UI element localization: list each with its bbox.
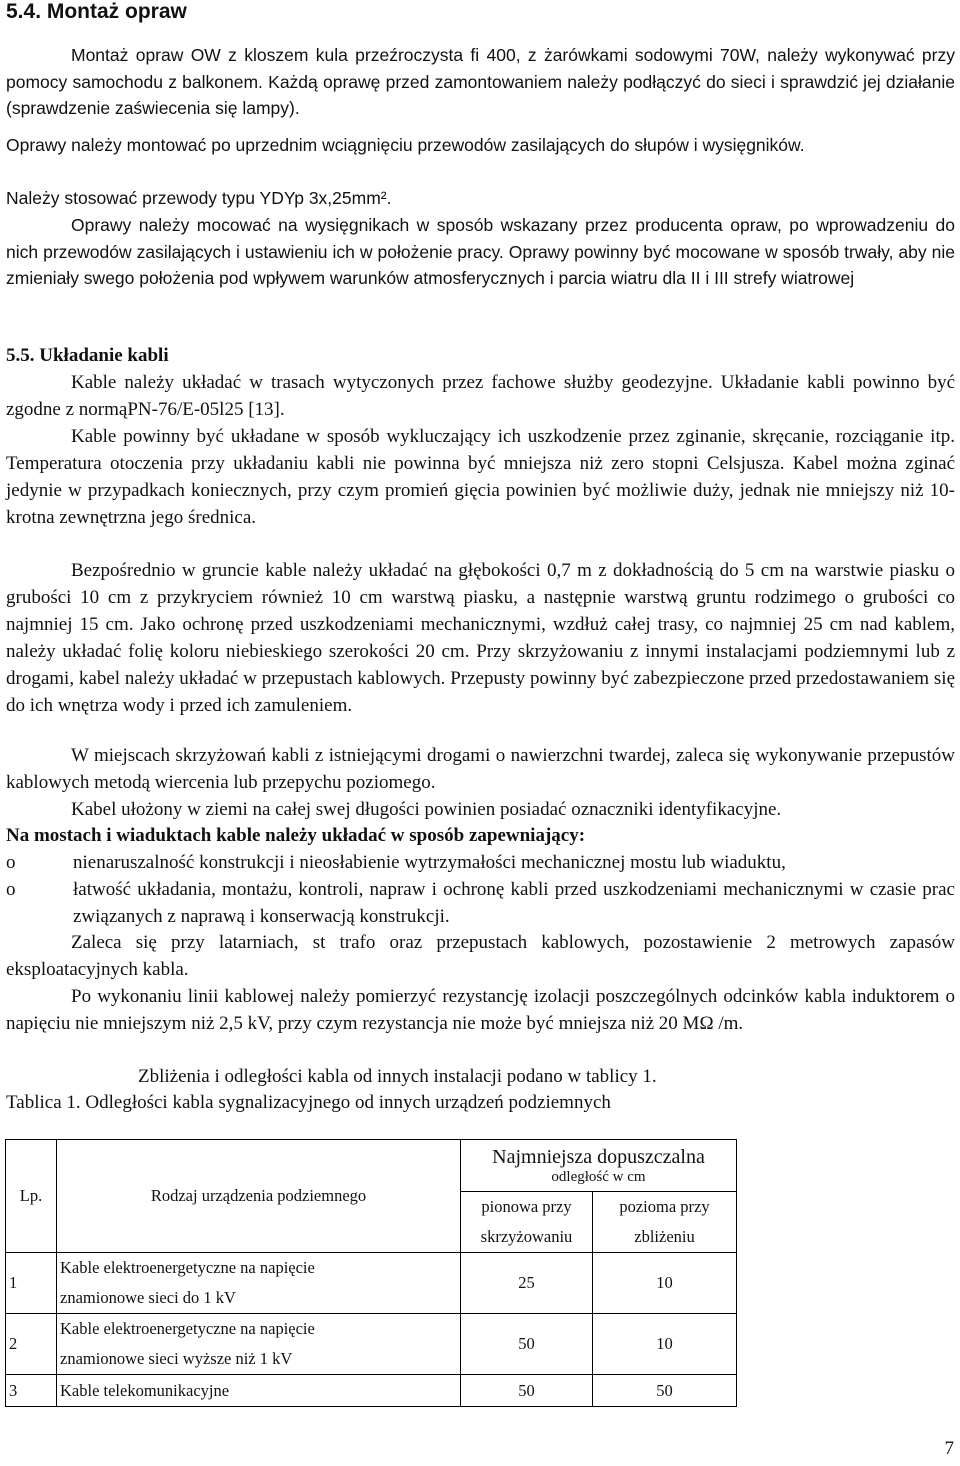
section-title-montaz: 5.4. Montaż opraw [6, 0, 187, 23]
row-horizontal: 10 [593, 1253, 737, 1314]
list-item [0, 849, 960, 876]
table-header-row [6, 1140, 737, 1192]
header-horizontal-line-2: zbliżeniu [634, 1227, 695, 1246]
row-device: Kable telekomunikacyjne [57, 1375, 461, 1407]
header-vertical-line-2: skrzyżowaniu [480, 1227, 573, 1246]
list-item [0, 876, 960, 930]
row-lp: 3 [6, 1375, 57, 1407]
row-device-line-2: znamionowe sieci do 1 kV [60, 1288, 236, 1307]
header-min-distance [461, 1140, 737, 1192]
bullet-text: łatwość układania, montażu, kontroli, napraw i ochronę kabli przed uszkodzeniami mechanicznymi w czasie prac związanych z naprawą i konserwacją konstrukcji. [73, 879, 955, 927]
row-vertical: 50 [461, 1314, 593, 1375]
row-lp: 2 [6, 1314, 57, 1375]
row-horizontal: 50 [593, 1375, 737, 1407]
row-device-line-1: Kable elektroenergetyczne na napięcie [60, 1319, 315, 1338]
header-vertical-line-1: pionowa przy [481, 1197, 572, 1216]
table-caption: Tablica 1. Odległości kabla sygnalizacyjnego od innych urządzeń podziemnych [6, 1092, 611, 1113]
ukladanie-paragraph-5: Kabel ułożony w ziemi na całej swej długości powinien posiadać oznaczniki identyfikacyjne. [71, 799, 782, 820]
row-device-line-1: Kable elektroenergetyczne na napięcie [60, 1258, 315, 1277]
distance-table [5, 1139, 737, 1407]
row-device [57, 1314, 461, 1375]
ukladanie-paragraph-1: Kable należy układać w trasach wytyczonych przez fachowe służby geodezyjne. Układanie kabli powinno być zgodne z normąPN-76/E-05l25 [13]. [6, 372, 955, 420]
ukladanie-paragraph-4: W miejscach skrzyżowań kabli z istniejącymi drogami o nawierzchni twardej, zaleca się wykonywanie przepustów kablowych metodą wiercenia lub przepychu poziomego. [6, 745, 955, 793]
row-vertical: 25 [461, 1253, 593, 1314]
montaz-paragraph-2: Oprawy należy montować po uprzednim wciągnięciu przewodów zasilających do słupów i wysięgników. [6, 135, 805, 155]
header-device: Rodzaj urządzenia podziemnego [57, 1140, 461, 1253]
ukladanie-paragraph-8: Zbliżenia i odległości kabla od innych instalacji podano w tablicy 1. [138, 1066, 657, 1087]
montaz-paragraph-1: Montaż opraw OW z kloszem kula przeźroczysta fi 400, z żarówkami sodowymi 70W, należy wykonywać przy pomocy samochodu z balkonem. Każdą oprawę przed zamontowaniem należy podłączyć do sieci i sprawdzić jej działanie (sprawdzenie zaświecenia się lampy). [6, 45, 955, 118]
bullet-text: nienaruszalność konstrukcji i nieosłabienie wytrzymałości mechanicznej mostu lub wiaduktu, [73, 852, 786, 873]
ukladanie-paragraph-6: Zaleca się przy latarniach, st trafo oraz przepustach kablowych, pozostawienie 2 metrowych zapasów eksploatacyjnych kabla. [6, 932, 955, 980]
row-lp: 1 [6, 1253, 57, 1314]
header-min-distance-title: Najmniejsza dopuszczalna [492, 1145, 705, 1168]
ukladanie-paragraph-3: Bezpośrednio w gruncie kable należy układać na głębokości 0,7 m z dokładnością do 5 cm na warstwie piasku o grubości 10 cm z przykryciem również 10 cm warstwą piasku, a następnie warstwą gruntu rodzimego o grubości co najmniej 15 cm. Jako ochronę przed uszkodzeniami mechanicznymi, wzdłuż całej trasy, co najmniej 25 cm nad kablem, należy układać folię koloru niebieskiego szerokości 20 cm. Przy skrzyżowaniu z innymi instalacjami podziemnymi lub z drogami, kabel należy układać w przepustach kablowych. Przepusty powinny być zabezpieczone przed przedostawaniem się do ich wnętrza wody i przed ich zamuleniem. [6, 560, 955, 716]
ukladanie-paragraph-7: Po wykonaniu linii kablowej należy pomierzyć rezystancję izolacji poszczególnych odcinków kabla induktorem o napięciu nie mniejszym niż 2,5 kV, przy czym rezystancja nie może być mniejsza niż 20 MΩ /m. [6, 986, 955, 1034]
row-horizontal: 10 [593, 1314, 737, 1375]
header-unit: odległość w cm [551, 1168, 646, 1185]
table-row [6, 1375, 737, 1407]
header-lp: Lp. [6, 1140, 57, 1253]
page-number: 7 [944, 1438, 954, 1459]
montaz-paragraph-3: Należy stosować przewody typu YDYp 3x,25mm². [6, 188, 392, 208]
bullet-marker: o [6, 852, 16, 873]
row-device-line-2: znamionowe sieci wyższe niż 1 kV [60, 1349, 293, 1368]
header-horizontal [593, 1192, 737, 1253]
bullet-marker: o [6, 879, 16, 900]
row-vertical: 50 [461, 1375, 593, 1407]
table-row [6, 1253, 737, 1314]
ukladanie-paragraph-2: Kable powinny być układane w sposób wykluczający ich uszkodzenie przez zginanie, skręcanie, rozciąganie itp. Temperatura otoczenia przy układaniu kabli nie powinna być mniejsza niż zero stopni Celsjusza. Kabel można zginać jedynie w przypadkach koniecznych, przy czym promień gięcia powinien być możliwie duży, jednak nie mniejszy niż 10-krotna zewnętrzna jego średnica. [6, 426, 955, 528]
table-row [6, 1314, 737, 1375]
header-vertical [461, 1192, 593, 1253]
montaz-paragraph-4: Oprawy należy mocować na wysięgnikach w sposób wskazany przez producenta opraw, po wprowadzeniu do nich przewodów zasilających i ustawieniu ich w położenie pracy. Oprawy powinny być mocowane w sposób trwały, aby nie zmieniały swego położenia pod wpływem warunków atmosferycznych i parcia wiatru dla II i III strefy wiatrowej [6, 215, 955, 288]
bridges-heading: Na mostach i wiaduktach kable należy układać w sposób zapewniający: [6, 825, 586, 846]
header-horizontal-line-1: pozioma przy [619, 1197, 710, 1216]
row-device [57, 1253, 461, 1314]
section-heading-ukladanie: 5.5. Układanie kabli [6, 345, 169, 366]
